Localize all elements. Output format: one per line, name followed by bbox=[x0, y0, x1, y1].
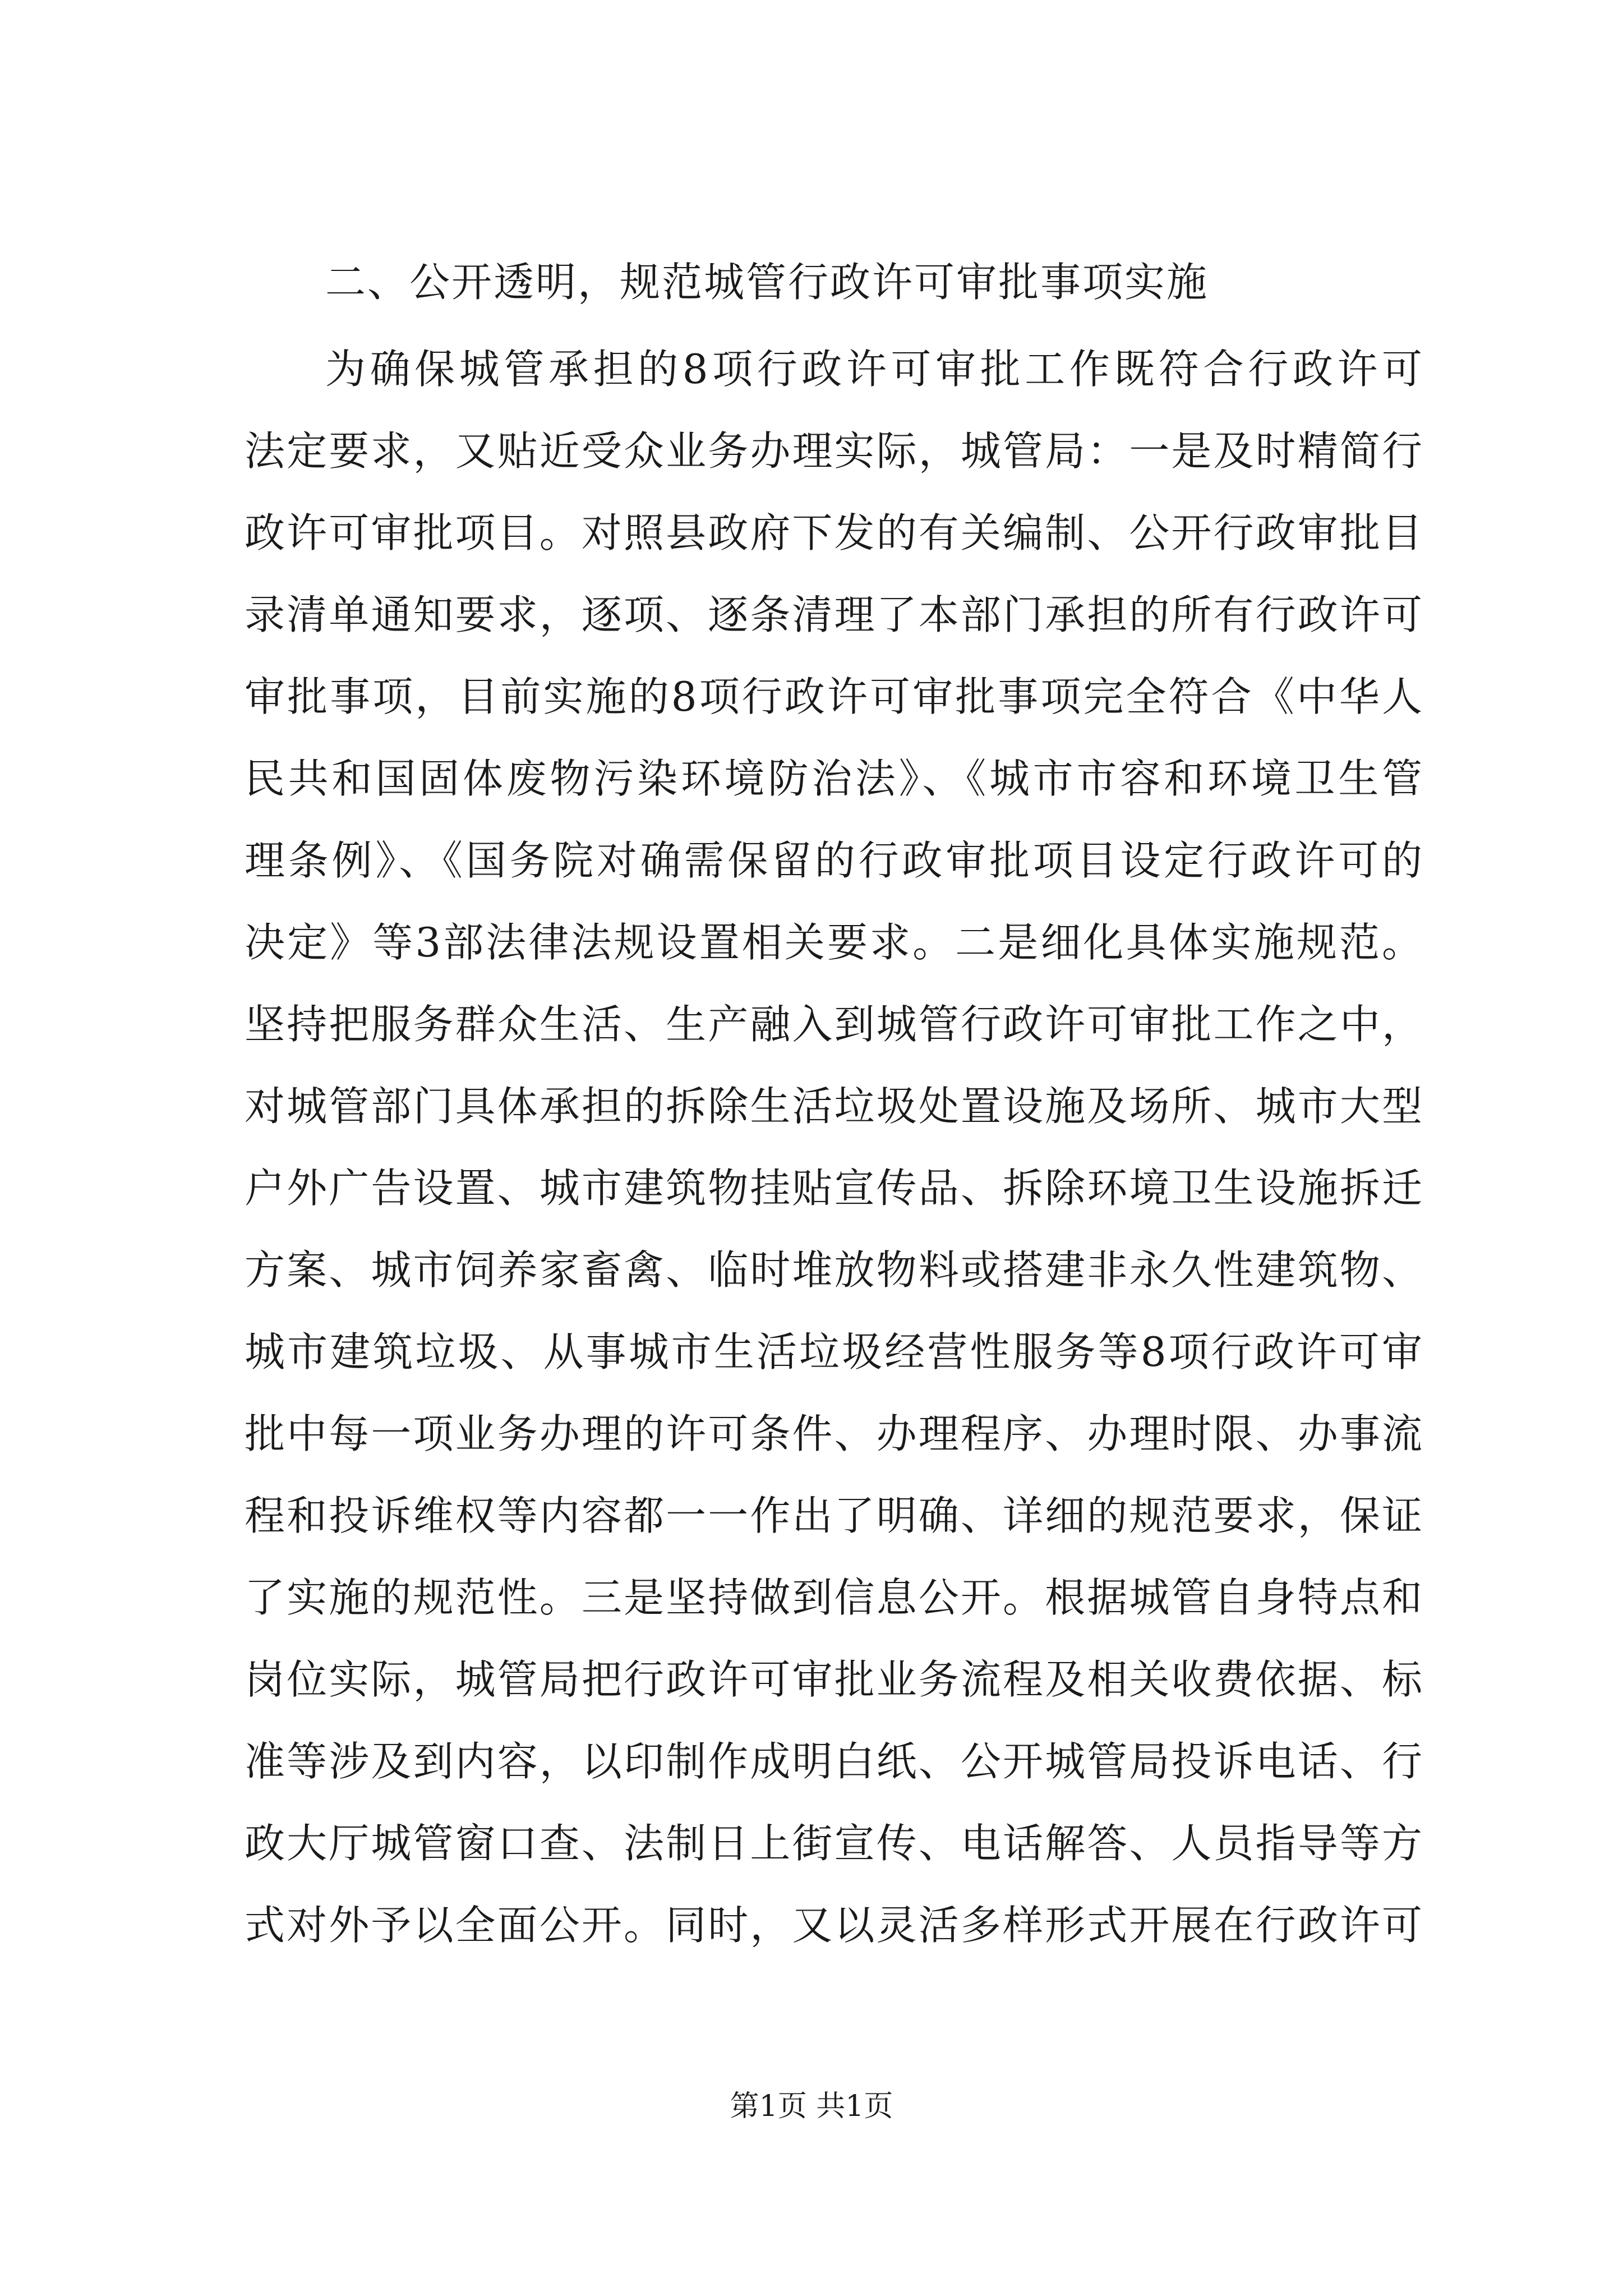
paragraph-line: 审批事项，目前实施的8项行政许可审批事项完全符合《中华人 bbox=[245, 673, 1422, 720]
paragraph-line: 程和投诉维权等内容都一一作出了明确、详细的规范要求，保证 bbox=[245, 1492, 1422, 1539]
paragraph-line: 方案、城市饲养家畜禽、临时堆放物料或搭建非永久性建筑物、 bbox=[245, 1246, 1422, 1294]
paragraph-line: 录清单通知要求，逐项、逐条清理了本部门承担的所有行政许可 bbox=[245, 591, 1422, 638]
paragraph bbox=[245, 328, 1422, 1966]
paragraph-line: 式对外予以全面公开。同时，又以灵活多样形式开展在行政许可 bbox=[245, 1902, 1422, 1949]
paragraph-line: 法定要求，又贴近受众业务办理实际，城管局：一是及时精简行 bbox=[245, 427, 1422, 475]
paragraph-line: 理条例》、《国务院对确需保留的行政审批项目设定行政许可的 bbox=[245, 837, 1422, 884]
paragraph-line: 政大厅城管窗口查、法制日上街宣传、电话解答、人员指导等方 bbox=[245, 1820, 1422, 1867]
paragraph-line: 户外广告设置、城市建筑物挂贴宣传品、拆除环境卫生设施拆迁 bbox=[245, 1165, 1422, 1212]
paragraph-line: 坚持把服务群众生活、生产融入到城管行政许可审批工作之中， bbox=[245, 1001, 1422, 1048]
paragraph-line: 为确保城管承担的8项行政许可审批工作既符合行政许可 bbox=[325, 346, 1422, 393]
paragraph-line: 岗位实际，城管局把行政许可审批业务流程及相关收费依据、标 bbox=[245, 1656, 1422, 1703]
paragraph-line: 民共和国固体废物污染环境防治法》、《城市市容和环境卫生管 bbox=[245, 755, 1422, 802]
paragraph-line: 对城管部门具体承担的拆除生活垃圾处置设施及场所、城市大型 bbox=[245, 1083, 1422, 1130]
page-footer: 第1页 共1页 bbox=[730, 2090, 893, 2123]
paragraph-line: 批中每一项业务办理的许可条件、办理程序、办理时限、办事流 bbox=[245, 1410, 1422, 1457]
section-heading: 二、公开透明，规范城管行政许可审批事项实施 bbox=[325, 259, 1209, 306]
paragraph-line: 政许可审批项目。对照县政府下发的有关编制、公开行政审批目 bbox=[245, 509, 1422, 556]
paragraph-line: 准等涉及到内容，以印制作成明白纸、公开城管局投诉电话、行 bbox=[245, 1738, 1422, 1785]
paragraph-line: 决定》等3部法律法规设置相关要求。二是细化具体实施规范。 bbox=[245, 919, 1422, 966]
paragraph-line: 了实施的规范性。三是坚持做到信息公开。根据城管自身特点和 bbox=[245, 1574, 1422, 1621]
paragraph-line: 城市建筑垃圾、从事城市生活垃圾经营性服务等8项行政许可审 bbox=[245, 1328, 1422, 1375]
document-body bbox=[245, 255, 1422, 1966]
